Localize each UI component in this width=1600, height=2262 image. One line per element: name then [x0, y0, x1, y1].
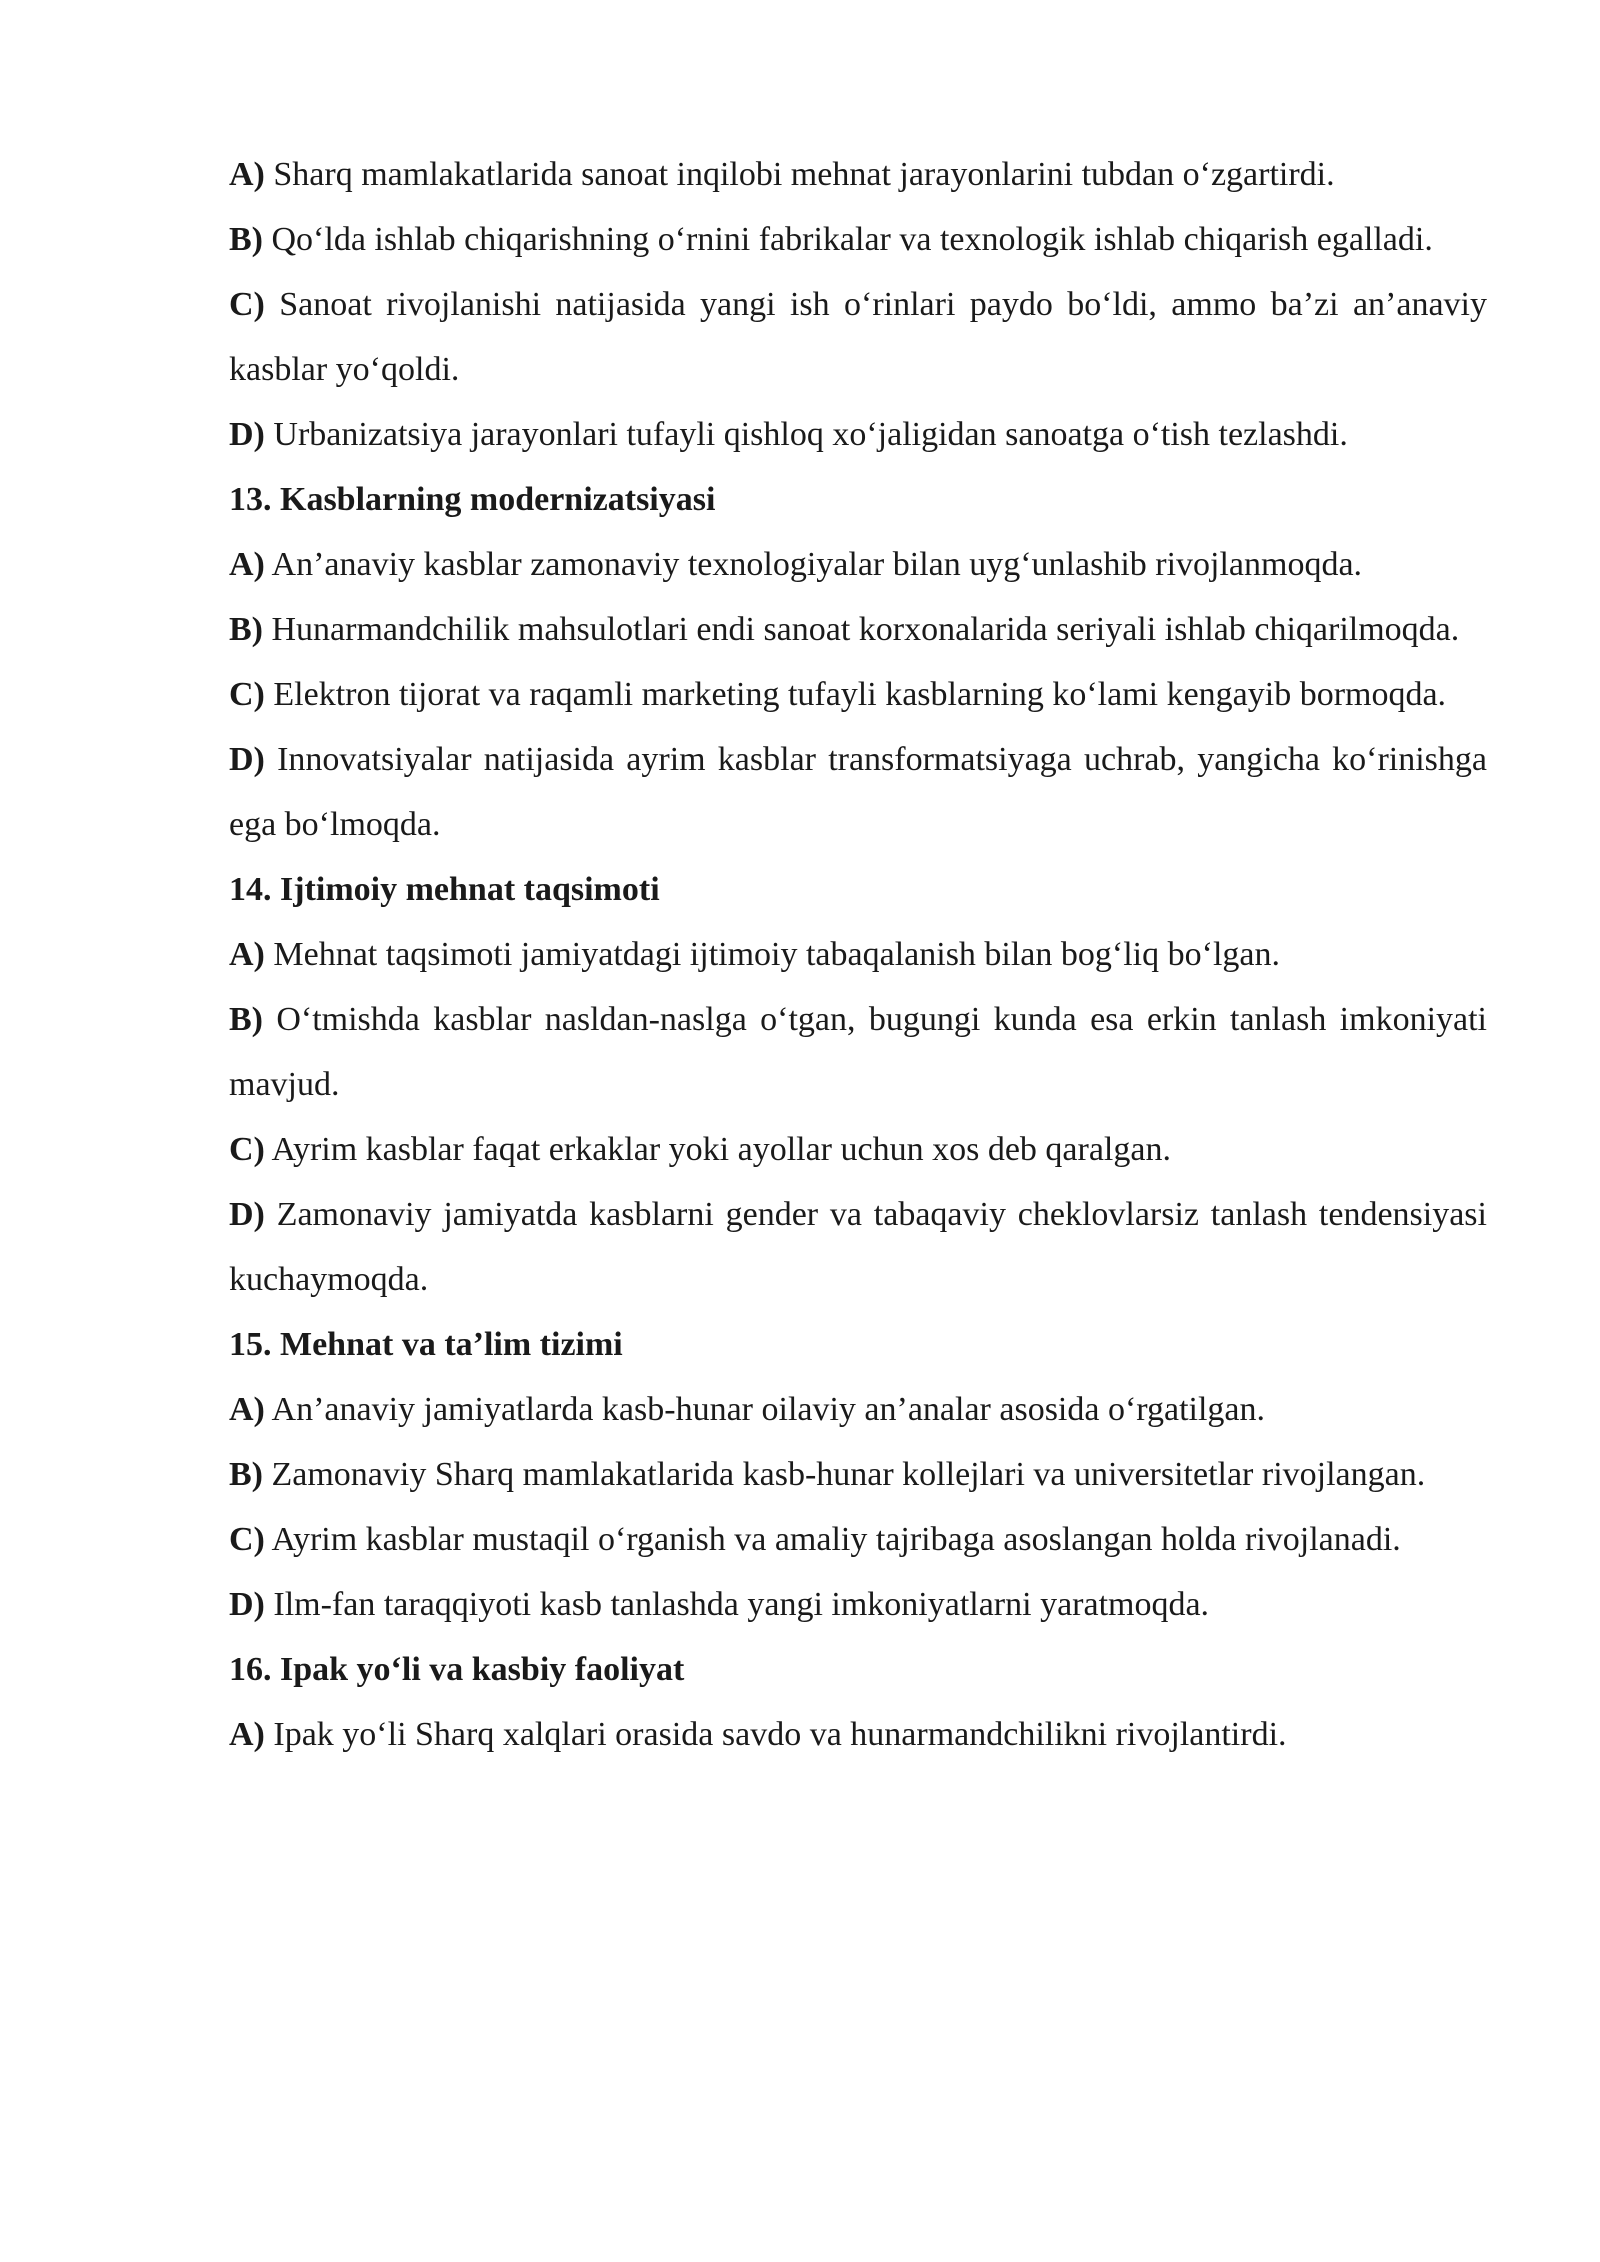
option-paragraph [229, 727, 1487, 857]
section-heading: 15. Mehnat va ta’lim tizimi [229, 1326, 623, 1363]
option-paragraph [229, 142, 1487, 207]
option-label: A) [229, 936, 265, 973]
option-paragraph [229, 1507, 1487, 1572]
section-heading: 13. Kasblarning modernizatsiyasi [229, 481, 716, 518]
option-label: B) [229, 1456, 263, 1493]
option-label: D) [229, 1196, 265, 1233]
option-text: Ipak yo‘li Sharq xalqlari orasida savdo va hunarmandchilikni rivojlantirdi. [264, 1716, 1287, 1753]
option-text: Hunarmandchilik mahsulotlari endi sanoat korxonalarida seriyali ishlab chiqarilmoqda. [263, 611, 1460, 648]
option-label: C) [229, 1521, 265, 1558]
option-text: Qo‘lda ishlab chiqarishning o‘rnini fabrikalar va texnologik ishlab chiqarish egalladi. [263, 221, 1433, 258]
option-label: A) [229, 1391, 265, 1428]
option-paragraph [229, 1377, 1487, 1442]
option-text: An’anaviy kasblar zamonaviy texnologiyalar bilan uyg‘unlashib rivojlanmoqda. [264, 546, 1363, 583]
section-heading: 16. Ipak yo‘li va kasbiy faoliyat [229, 1651, 685, 1688]
option-text: Ayrim kasblar mustaqil o‘rganish va amaliy tajribaga asoslangan holda rivojlanadi. [264, 1521, 1401, 1558]
option-text: Innovatsiyalar natijasida ayrim kasblar transformatsiyaga uchrab, yangicha ko‘rinishga ega bo‘lmoqda. [229, 741, 1487, 843]
option-paragraph [229, 922, 1487, 987]
option-paragraph [229, 532, 1487, 597]
option-label: B) [229, 1001, 263, 1038]
option-text: Ayrim kasblar faqat erkaklar yoki ayollar uchun xos deb qaralgan. [264, 1131, 1171, 1168]
option-text: Zamonaviy jamiyatda kasblarni gender va tabaqaviy cheklovlarsiz tanlash tendensiyasi kuchaymoqda. [229, 1196, 1487, 1298]
option-label: B) [229, 611, 263, 648]
option-text: Urbanizatsiya jarayonlari tufayli qishloq xo‘jaligidan sanoatga o‘tish tezlashdi. [264, 416, 1348, 453]
option-label: B) [229, 221, 263, 258]
option-paragraph [229, 207, 1487, 272]
option-label: D) [229, 741, 265, 778]
option-label: D) [229, 1586, 265, 1623]
option-text: An’anaviy jamiyatlarda kasb-hunar oilaviy an’analar asosida o‘rgatilgan. [264, 1391, 1266, 1428]
option-paragraph [229, 1442, 1487, 1507]
option-paragraph [229, 402, 1487, 467]
option-paragraph [229, 987, 1487, 1117]
option-label: C) [229, 676, 265, 713]
option-paragraph [229, 1572, 1487, 1637]
option-label: C) [229, 286, 265, 323]
option-paragraph [229, 272, 1487, 402]
option-paragraph [229, 1702, 1487, 1767]
option-paragraph [229, 662, 1487, 727]
option-text: Sanoat rivojlanishi natijasida yangi ish o‘rinlari paydo bo‘ldi, ammo ba’zi an’anaviy kasblar yo‘qoldi. [229, 286, 1487, 388]
option-text: Mehnat taqsimoti jamiyatdagi ijtimoiy tabaqalanish bilan bog‘liq bo‘lgan. [264, 936, 1280, 973]
document-page [229, 142, 1487, 1767]
option-text: Sharq mamlakatlarida sanoat inqilobi mehnat jarayonlarini tubdan o‘zgartirdi. [264, 156, 1335, 193]
option-label: A) [229, 1716, 265, 1753]
option-text: Ilm-fan taraqqiyoti kasb tanlashda yangi imkoniyatlarni yaratmoqda. [264, 1586, 1210, 1623]
option-paragraph [229, 1182, 1487, 1312]
section-heading: 14. Ijtimoiy mehnat taqsimoti [229, 871, 660, 908]
option-label: C) [229, 1131, 265, 1168]
option-label: D) [229, 416, 265, 453]
option-label: A) [229, 546, 265, 583]
option-label: A) [229, 156, 265, 193]
option-text: Elektron tijorat va raqamli marketing tufayli kasblarning ko‘lami kengayib bormoqda. [264, 676, 1447, 713]
option-paragraph [229, 597, 1487, 662]
option-text: Zamonaviy Sharq mamlakatlarida kasb-hunar kollejlari va universitetlar rivojlangan. [263, 1456, 1426, 1493]
option-text: O‘tmishda kasblar nasldan-naslga o‘tgan, bugungi kunda esa erkin tanlash imkoniyati mavjud. [229, 1001, 1487, 1103]
option-paragraph [229, 1117, 1487, 1182]
